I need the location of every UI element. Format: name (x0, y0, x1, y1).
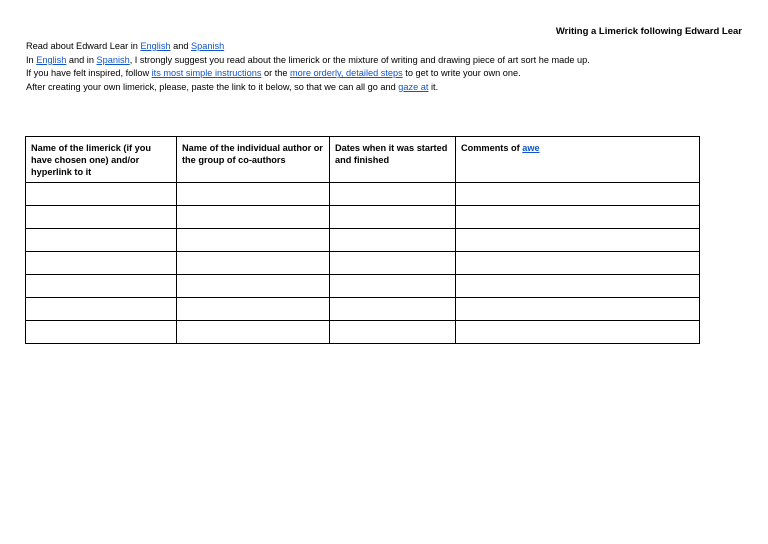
table-cell[interactable] (177, 252, 330, 275)
intro-line4-post: it. (428, 81, 439, 92)
table-row (26, 321, 700, 344)
gaze-at-link[interactable]: gaze at (398, 81, 429, 92)
table-cell[interactable] (330, 298, 456, 321)
spanish-limerick-link[interactable]: Spanish (96, 54, 130, 65)
table-cell[interactable] (26, 298, 177, 321)
intro-line-paste-link (26, 81, 626, 95)
intro-line2-post: , I strongly suggest you read about the limerick or the mixture of writing and drawing piece of art sort he made up. (129, 54, 590, 65)
table-row (26, 206, 700, 229)
table-cell[interactable] (177, 298, 330, 321)
detailed-steps-link[interactable]: more orderly, detailed steps (290, 68, 403, 79)
table-cell[interactable] (26, 229, 177, 252)
table-row (26, 229, 700, 252)
english-limerick-link[interactable]: English (36, 54, 67, 65)
table-cell[interactable] (330, 275, 456, 298)
intro-line-limerick (26, 54, 626, 68)
table-cell[interactable] (26, 206, 177, 229)
table-cell[interactable] (177, 183, 330, 206)
intro-line1-text: Read about Edward Lear in (26, 41, 141, 51)
table-cell[interactable] (330, 206, 456, 229)
table-cell[interactable] (456, 275, 700, 298)
table-row (26, 275, 700, 298)
english-bio-link[interactable]: English (140, 41, 171, 51)
table-cell[interactable] (26, 321, 177, 344)
header-dates: Dates when it was started and finished (330, 137, 456, 183)
intro-line-read-about (26, 40, 626, 54)
intro-line3-post: to get to write your own one. (402, 68, 521, 79)
intro-text (26, 40, 626, 94)
table-cell[interactable] (26, 252, 177, 275)
table-cell[interactable] (330, 183, 456, 206)
simple-instructions-link[interactable]: its most simple instructions (151, 68, 262, 79)
table-cell[interactable] (26, 183, 177, 206)
header-limerick-name: Name of the limerick (if you have chosen one) and/or hyperlink to it (26, 137, 177, 183)
table-cell[interactable] (456, 183, 700, 206)
limerick-table (25, 136, 700, 344)
intro-line2-text: In (26, 54, 37, 65)
table-row (26, 252, 700, 275)
header-comments (456, 137, 700, 183)
header-comments-label: Comments of (461, 143, 523, 153)
table-cell[interactable] (330, 252, 456, 275)
table-cell[interactable] (177, 275, 330, 298)
table-cell[interactable] (177, 229, 330, 252)
table-row (26, 298, 700, 321)
table-header-row (26, 137, 700, 183)
intro-line3-mid: or the (261, 68, 291, 79)
table-cell[interactable] (330, 321, 456, 344)
table-row (26, 183, 700, 206)
table-cell[interactable] (456, 298, 700, 321)
table-cell[interactable] (456, 252, 700, 275)
intro-line-instructions (26, 67, 626, 81)
header-author: Name of the individual author or the group of co-authors (177, 137, 330, 183)
page-title: Writing a Limerick following Edward Lear (555, 26, 742, 37)
intro-line2-mid: and in (66, 54, 97, 65)
awe-link[interactable]: awe (522, 143, 540, 153)
intro-line4-text: After creating your own limerick, please, paste the link to it below, so that we can all go and (26, 81, 399, 92)
table-cell[interactable] (177, 206, 330, 229)
intro-line3-text: If you have felt inspired, follow (26, 68, 152, 79)
spanish-bio-link[interactable]: Spanish (191, 41, 225, 51)
intro-line1-mid: and (170, 41, 191, 51)
table-cell[interactable] (456, 229, 700, 252)
table-cell[interactable] (456, 321, 700, 344)
table-cell[interactable] (26, 275, 177, 298)
table-cell[interactable] (456, 206, 700, 229)
table-cell[interactable] (330, 229, 456, 252)
table-cell[interactable] (177, 321, 330, 344)
